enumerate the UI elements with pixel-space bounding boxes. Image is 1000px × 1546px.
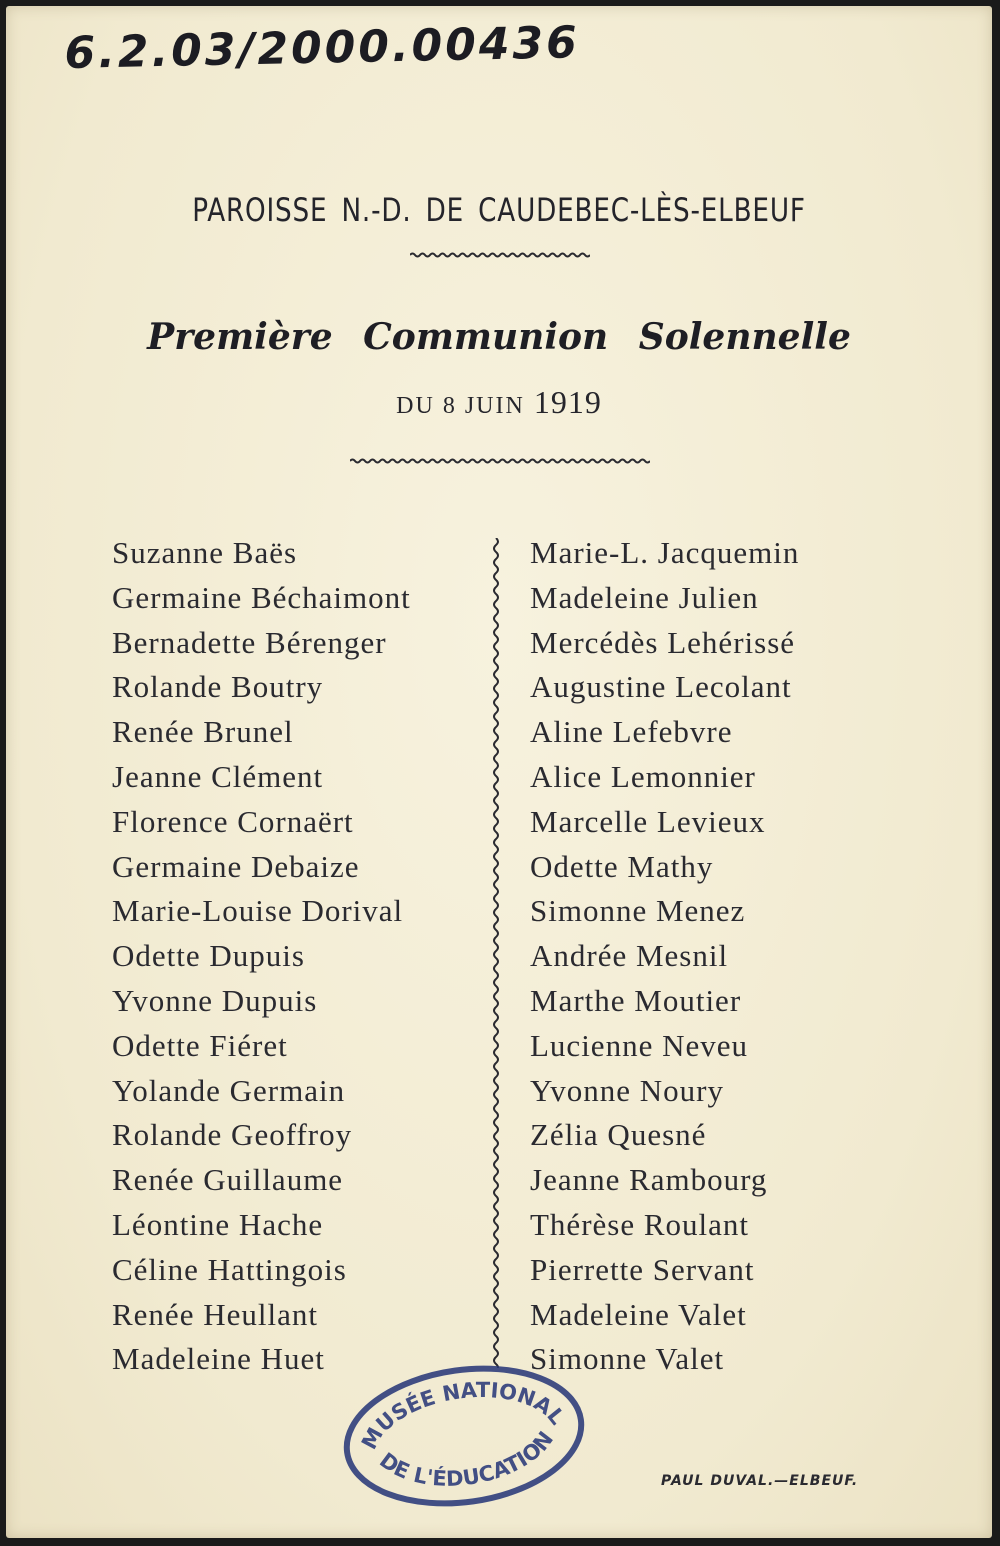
communicant-name: Madeleine Julien bbox=[530, 579, 759, 615]
communicant-name: Marie-L. Jacquemin bbox=[530, 535, 800, 570]
communicant-name: Jeanne Clément bbox=[112, 758, 324, 794]
stamp-text-bottom: DE L'ÉDUCATION bbox=[375, 1426, 559, 1491]
communicant-name: Renée Heullant bbox=[112, 1296, 318, 1332]
names-column-left bbox=[112, 531, 411, 1382]
communicant-name: Alice Lemonnier bbox=[530, 758, 756, 794]
communicant-name: Florence Cornaërt bbox=[112, 803, 354, 839]
ceremony-date bbox=[6, 384, 992, 421]
ornament-divider-bottom bbox=[350, 454, 650, 468]
communicant-name: Lucienne Neveu bbox=[530, 1027, 748, 1063]
communicant-name: Augustine Lecolant bbox=[530, 669, 792, 705]
communicant-name: Aline Lefebvre bbox=[530, 714, 733, 750]
communicant-name: Suzanne Baës bbox=[112, 535, 298, 570]
communicant-name: Odette Dupuis bbox=[112, 938, 305, 974]
communicant-name: Mercédès Lehérissé bbox=[530, 624, 796, 660]
ornament-divider-top bbox=[410, 248, 590, 262]
communicant-name: Zélia Quesné bbox=[530, 1117, 707, 1153]
communicant-name: Andrée Mesnil bbox=[530, 938, 729, 974]
communicant-name: Yolande Germain bbox=[112, 1072, 346, 1108]
date-year: 1919 bbox=[533, 384, 602, 420]
communicant-name: Odette Fiéret bbox=[112, 1027, 288, 1063]
column-divider bbox=[486, 538, 506, 1368]
communicant-name: Simonne Valet bbox=[530, 1341, 725, 1377]
communicant-name: Thérèse Roulant bbox=[530, 1206, 750, 1242]
communicant-name: Renée Guillaume bbox=[112, 1162, 344, 1198]
communicant-name: Simonne Menez bbox=[530, 893, 746, 929]
printer-credit: PAUL DUVAL.—ELBEUF. bbox=[661, 1473, 859, 1489]
names-column-right bbox=[530, 531, 799, 1382]
communicant-name: Céline Hattingois bbox=[112, 1251, 347, 1287]
communicant-name: Germaine Debaize bbox=[112, 848, 360, 884]
inventory-number: 6.2.03/2000.00436 bbox=[64, 17, 581, 79]
communicant-name: Rolande Boutry bbox=[112, 669, 324, 705]
ceremony-title: Première Communion Solennelle bbox=[147, 316, 851, 358]
communicant-name: Jeanne Rambourg bbox=[530, 1162, 768, 1198]
date-prefix: DU 8 JUIN bbox=[396, 393, 525, 419]
communicant-name: Germaine Béchaimont bbox=[112, 579, 411, 615]
communicant-name: Marcelle Levieux bbox=[530, 803, 766, 839]
communicant-name: Yvonne Noury bbox=[530, 1072, 725, 1108]
communicant-name: Marie-Louise Dorival bbox=[112, 893, 404, 929]
communicant-name: Yvonne Dupuis bbox=[112, 982, 318, 1018]
parish-heading: PAROISSE N.-D. DE CAUDEBEC-LÈS-ELBEUF bbox=[192, 191, 806, 229]
communicant-name: Pierrette Servant bbox=[530, 1251, 755, 1287]
communicant-name: Marthe Moutier bbox=[530, 982, 742, 1018]
communicant-name: Odette Mathy bbox=[530, 848, 714, 884]
communicant-name: Madeleine Huet bbox=[112, 1341, 325, 1377]
communicant-name: Renée Brunel bbox=[112, 714, 294, 750]
museum-stamp bbox=[334, 1356, 594, 1516]
stamp-text-top: MUSÉE NATIONAL bbox=[356, 1378, 570, 1454]
communicant-name: Léontine Hache bbox=[112, 1206, 324, 1242]
communicant-name: Madeleine Valet bbox=[530, 1296, 747, 1332]
communicant-name: Rolande Geoffroy bbox=[112, 1117, 353, 1153]
commemorative-card bbox=[6, 6, 992, 1538]
communicant-name: Bernadette Bérenger bbox=[112, 624, 387, 660]
